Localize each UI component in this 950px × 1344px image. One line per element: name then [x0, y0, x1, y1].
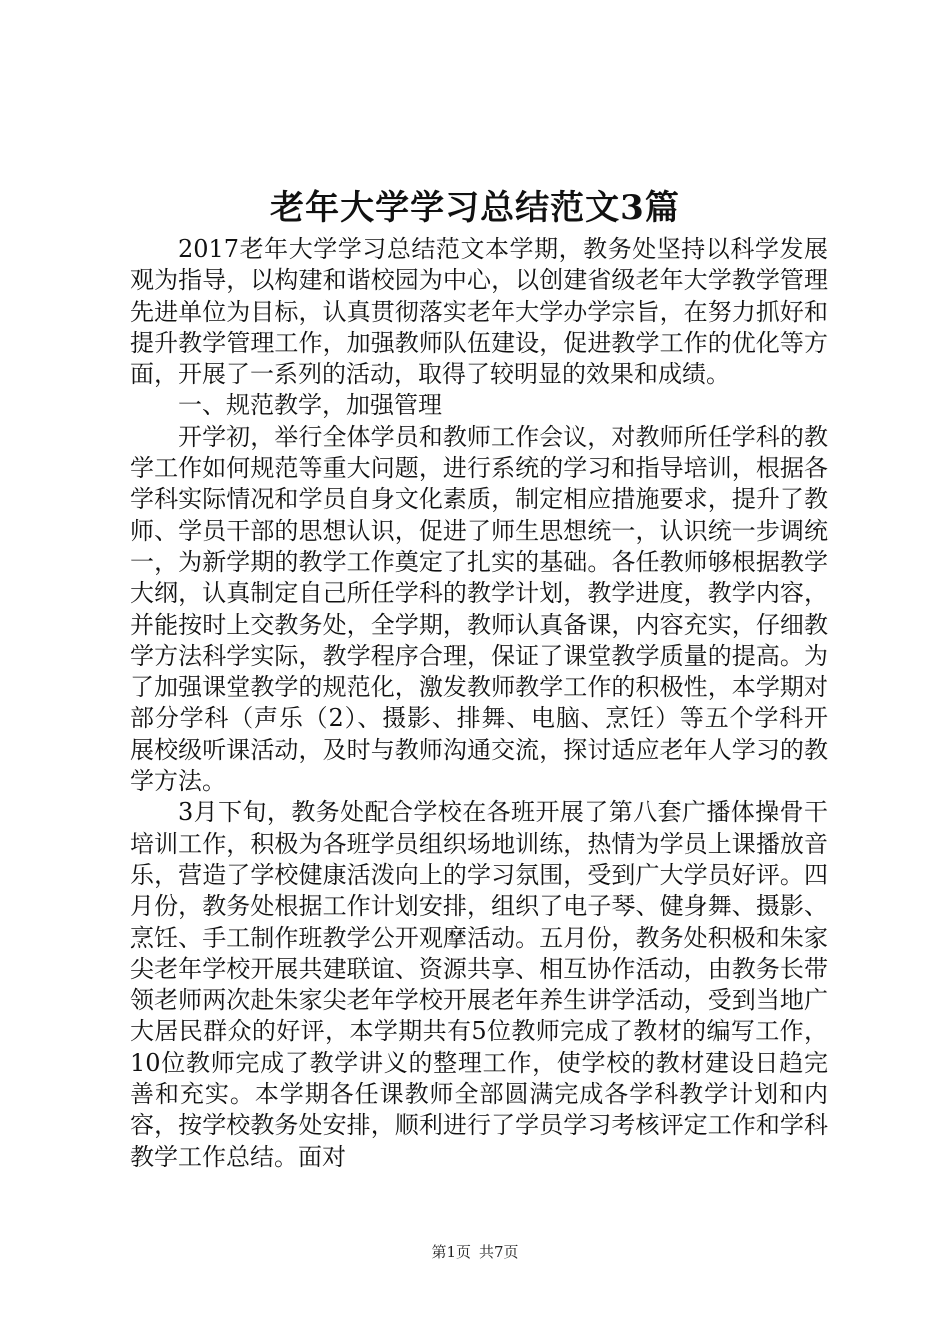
paragraph-body: 开学初，举行全体学员和教师工作会议，对教师所任学科的教学工作如何规范等重大问题，进行系统的学习和指导培训，根据各学科实际情况和学员自身文化素质，制定相应措施要求，提升了教师、学员干部的思想认识，促进了师生思想统一，认识统一步调统一，为新学期的教学工作奠定了扎实的基础。各任教师够根据教学大纲，认真制定自己所任学科的教学计划，教学进度，教学内容，并能按时上交教务处，全学期，教师认真备课，内容充实，仔细教学方法科学实际，教学程序合理，保证了课堂教学质量的提高。为了加强课堂教学的规范化，激发教师教学工作的积极性，本学期对部分学科（声乐（2）、摄影、排舞、电脑、烹饪）等五个学科开展校级听课活动，及时与教师沟通交流，探讨适应老年人学习的教学方法。 [130, 422, 828, 796]
page-total: 共7页 [479, 1243, 519, 1261]
section-heading: 一、规范教学，加强管理 [178, 391, 442, 420]
paragraph-intro: 2017老年大学学习总结范文本学期，教务处坚持以科学发展观为指导，以构建和谐校园为中心，以创建省级老年大学教学管理先进单位为目标，认真贯彻落实老年大学办学宗旨，在努力抓好和提升教学管理工作，加强教师队伍建设，促进教学工作的优化等方面，开展了一系列的活动，取得了较明显的效果和成绩。 [130, 235, 828, 389]
page-number: 第1页 [431, 1243, 471, 1261]
page-footer [0, 1241, 950, 1263]
document-title: 老年大学学习总结范文3篇 [270, 188, 680, 228]
paragraph-body: 3月下旬，教务处配合学校在各班开展了第八套广播体操骨干培训工作，积极为各班学员组织场地训练，热情为学员上课播放音乐，营造了学校健康活泼向上的学习氛围，受到广大学员好评。四月份，教务处根据工作计划安排，组织了电子琴、健身舞、摄影、烹饪、手工制作班教学公开观摩活动。五月份，教务处积极和朱家尖老年学校开展共建联谊、资源共享、相互协作活动，由教务长带领老师两次赴朱家尖老年学校开展老年养生讲学活动，受到当地广大居民群众的好评，本学期共有5位教师完成了教材的编写工作，10位教师完成了教学讲义的整理工作，使学校的教材建设日趋完善和充实。本学期各任课教师全部圆满完成各学科教学计划和内容，按学校教务处安排，顺利进行了学员学习考核评定工作和学科教学工作总结。面对 [130, 798, 828, 1171]
document-body [130, 234, 828, 1173]
